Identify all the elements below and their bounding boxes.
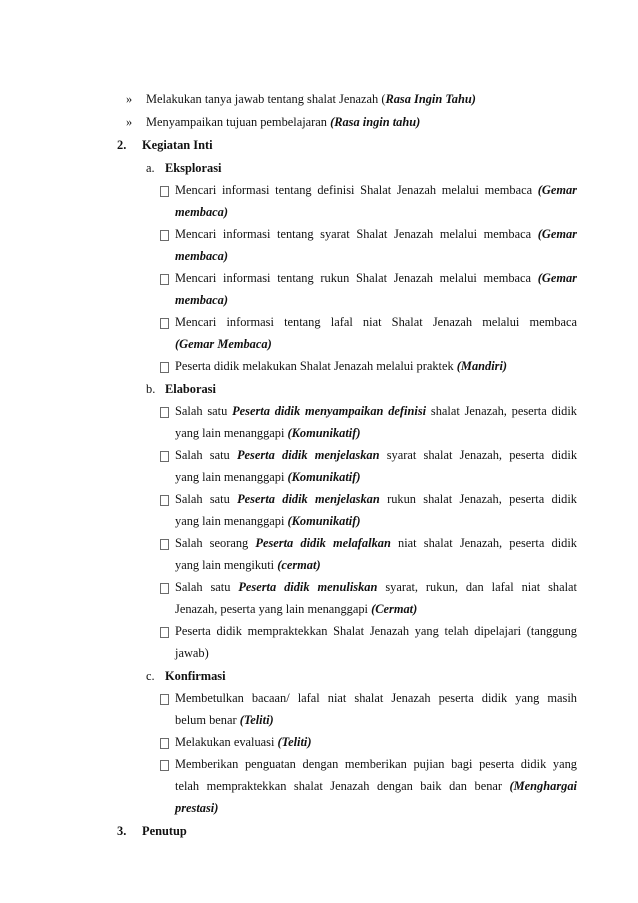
eksplorasi-item-1-text: Mencari informasi tentang definisi Shalat Jenazah melalui membaca <box>175 183 538 197</box>
opening-item-2-emphasis: (Rasa ingin tahu) <box>330 115 421 129</box>
elaborasi-item-5-post: syarat, rukun, dan lafal niat shalat <box>377 580 577 594</box>
checkbox-icon <box>160 230 169 241</box>
opening-item-1-emphasis: Rasa Ingin Tahu) <box>385 92 476 106</box>
elaborasi-item-2-post: syarat shalat Jenazah, peserta didik <box>379 448 578 462</box>
checkbox-icon <box>160 318 169 329</box>
elaborasi-item-1 <box>175 403 577 419</box>
checkbox-icon <box>160 451 169 462</box>
elaborasi-item-2-continued <box>175 469 361 485</box>
eksplorasi-title: Eksplorasi <box>165 161 222 175</box>
elaborasi-item-3 <box>175 491 577 507</box>
konfirmasi-item-2-text: Melakukan evaluasi <box>175 735 278 749</box>
eksplorasi-item-1-emphasis: (Gemar <box>537 183 577 197</box>
elaborasi-item-1-emphasis: Peserta didik menyampaikan definisi <box>232 404 427 418</box>
eksplorasi-item-2-continued: membaca) <box>175 249 228 263</box>
elaborasi-item-3-post: rukun shalat Jenazah, peserta didik <box>379 492 577 506</box>
elaborasi-item-5-line2-emphasis: (Cermat) <box>371 602 418 616</box>
eksplorasi-item-4: Mencari informasi tentang lafal niat Shalat Jenazah melalui membaca <box>175 315 577 329</box>
eksplorasi-item-1 <box>175 182 577 198</box>
elaborasi-item-2-line2-emphasis: (Komunikatif) <box>287 470 361 484</box>
eksplorasi-item-5-text: Peserta didik melakukan Shalat Jenazah melalui praktek <box>175 359 457 373</box>
elaborasi-item-4-line2: yang lain mengikuti <box>175 558 278 572</box>
checkbox-icon <box>160 495 169 506</box>
checkbox-icon <box>160 694 169 705</box>
elaborasi-item-6: Peserta didik mempraktekkan Shalat Jenazah yang telah dipelajari (tanggung <box>175 624 577 638</box>
eksplorasi-item-3-emphasis: (Gemar <box>537 271 577 285</box>
checkbox-icon <box>160 362 169 373</box>
elaborasi-item-4-pre: Salah seorang <box>175 536 256 550</box>
opening-item-2 <box>146 114 420 130</box>
opening-item-1-text: Melakukan tanya jawab tentang shalat Jenazah ( <box>146 92 386 106</box>
elaborasi-item-4-line2-emphasis: (cermat) <box>277 558 321 572</box>
elaborasi-item-1-post: shalat Jenazah, peserta didik <box>426 404 578 418</box>
elaborasi-item-1-pre: Salah satu <box>175 404 233 418</box>
elaborasi-title: Elaborasi <box>165 382 216 396</box>
elaborasi-item-4 <box>175 535 577 551</box>
checkbox-icon <box>160 583 169 594</box>
konfirmasi-item-3-line2: telah mempraktekkan shalat Jenazah dengan baik dan benar <box>175 779 510 793</box>
elaborasi-item-1-continued <box>175 425 361 441</box>
elaborasi-item-2-emphasis: Peserta didik menjelaskan <box>236 448 380 462</box>
elaborasi-item-6-continued: jawab) <box>175 646 209 660</box>
elaborasi-item-2-pre: Salah satu <box>175 448 237 462</box>
eksplorasi-item-3 <box>175 270 577 286</box>
section-3-number: 3. <box>117 824 127 838</box>
checkbox-icon <box>160 738 169 749</box>
eksplorasi-item-4-continued: (Gemar Membaca) <box>175 337 272 351</box>
eksplorasi-letter: a. <box>146 161 155 175</box>
eksplorasi-item-2 <box>175 226 577 242</box>
eksplorasi-item-5 <box>175 358 507 374</box>
checkbox-icon <box>160 186 169 197</box>
konfirmasi-item-3-continued <box>175 778 577 794</box>
konfirmasi-item-1-continued <box>175 712 274 728</box>
elaborasi-item-3-line2: yang lain menanggapi <box>175 514 288 528</box>
eksplorasi-item-5-emphasis: (Mandiri) <box>456 359 508 373</box>
eksplorasi-item-1-continued: membaca) <box>175 205 228 219</box>
elaborasi-item-3-line2-emphasis: (Komunikatif) <box>287 514 361 528</box>
checkbox-icon <box>160 274 169 285</box>
elaborasi-item-3-pre: Salah satu <box>175 492 238 506</box>
konfirmasi-item-3-line3: prestasi) <box>175 801 219 815</box>
konfirmasi-item-3: Memberikan penguatan dengan memberikan pujian bagi peserta didik yang <box>175 757 577 771</box>
elaborasi-item-1-line2: yang lain menanggapi <box>175 426 288 440</box>
elaborasi-item-5-continued <box>175 601 417 617</box>
elaborasi-item-2-line2: yang lain menanggapi <box>175 470 288 484</box>
elaborasi-item-4-post: niat shalat Jenazah, peserta didik <box>390 536 577 550</box>
konfirmasi-item-1-line2-emphasis: (Teliti) <box>239 713 274 727</box>
section-2-title: Kegiatan Inti <box>142 138 213 152</box>
elaborasi-item-5 <box>175 579 577 595</box>
konfirmasi-item-2 <box>175 734 312 750</box>
elaborasi-item-5-emphasis: Peserta didik menuliskan <box>238 580 378 594</box>
elaborasi-item-5-line2: Jenazah, peserta yang lain menanggapi <box>175 602 372 616</box>
checkbox-icon <box>160 627 169 638</box>
eksplorasi-item-2-emphasis: (Gemar <box>537 227 577 241</box>
eksplorasi-item-3-continued: membaca) <box>175 293 228 307</box>
elaborasi-item-5-pre: Salah satu <box>175 580 239 594</box>
opening-bullet-2: » <box>126 115 133 129</box>
checkbox-icon <box>160 760 169 771</box>
opening-item-1 <box>146 91 476 107</box>
elaborasi-item-1-line2-emphasis: (Komunikatif) <box>287 426 361 440</box>
checkbox-icon <box>160 407 169 418</box>
konfirmasi-item-3-line2-emphasis: (Menghargai <box>509 779 577 793</box>
eksplorasi-item-2-text: Mencari informasi tentang syarat Shalat Jenazah melalui membaca <box>175 227 538 241</box>
elaborasi-item-3-emphasis: Peserta didik menjelaskan <box>237 492 380 506</box>
elaborasi-item-4-emphasis: Peserta didik melafalkan <box>255 536 391 550</box>
konfirmasi-item-1-line2: belum benar <box>175 713 240 727</box>
konfirmasi-item-2-emphasis: (Teliti) <box>277 735 312 749</box>
konfirmasi-item-1: Membetulkan bacaan/ lafal niat shalat Jenazah peserta didik yang masih <box>175 691 577 705</box>
section-3-title: Penutup <box>142 824 187 838</box>
elaborasi-item-4-continued <box>175 557 321 573</box>
elaborasi-item-3-continued <box>175 513 361 529</box>
opening-bullet-1: » <box>126 92 133 106</box>
konfirmasi-letter: c. <box>146 669 155 683</box>
konfirmasi-title: Konfirmasi <box>165 669 226 683</box>
elaborasi-item-2 <box>175 447 577 463</box>
checkbox-icon <box>160 539 169 550</box>
section-2-number: 2. <box>117 138 127 152</box>
opening-item-2-text: Menyampaikan tujuan pembelajaran <box>146 115 331 129</box>
elaborasi-letter: b. <box>146 382 156 396</box>
eksplorasi-item-3-text: Mencari informasi tentang rukun Shalat Jenazah melalui membaca <box>175 271 538 285</box>
